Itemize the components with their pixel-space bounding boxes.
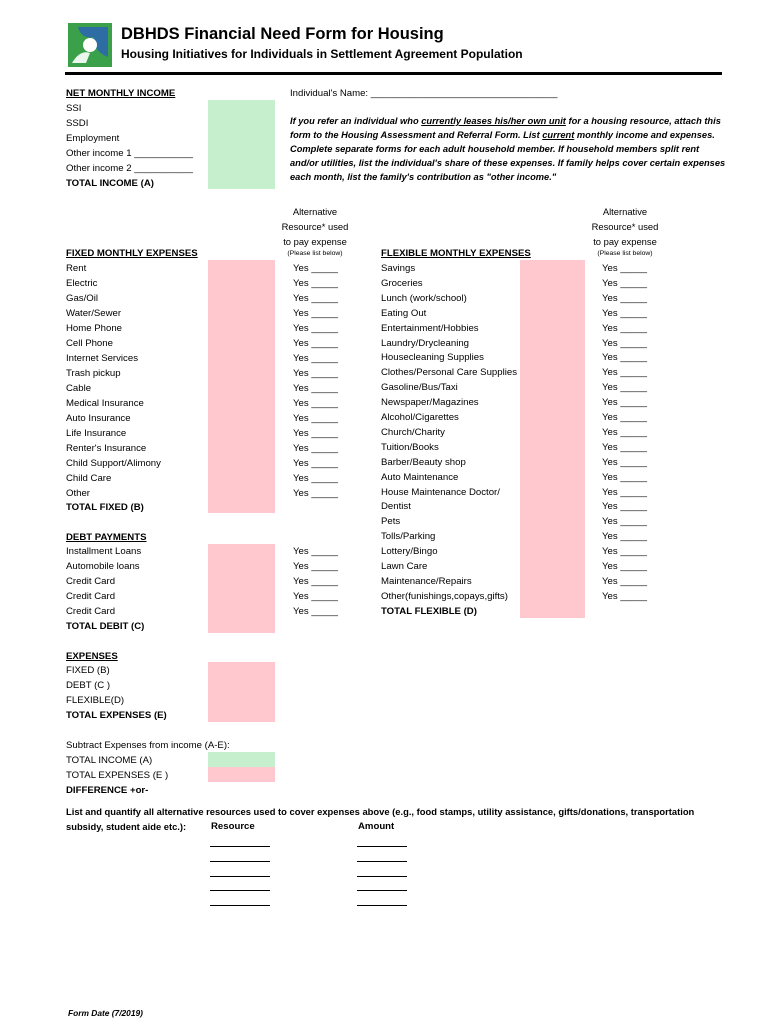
alt-resource-yes-field[interactable]: Yes _____ [293,278,338,289]
alt-resource-yes-field[interactable]: Yes _____ [293,263,338,274]
form-date: Form Date (7/2019) [68,1008,143,1018]
row-label: Installment Loans [66,546,142,557]
resource-blank-line[interactable] [210,876,270,877]
alt-resource-yes-field[interactable]: Yes _____ [602,441,647,453]
alt-resource-yes-field[interactable]: Yes _____ [293,383,338,394]
alt-resource-header-left: Alternative Resource* used to pay expense (Please list below) [281,206,349,257]
individual-name-label: Individual's Name: ___________________________________ [290,88,558,99]
amount-blank-line[interactable] [357,905,407,906]
subtract-income-field[interactable] [208,752,275,767]
resource-blank-line[interactable] [210,905,270,906]
alt-resource-yes-field[interactable]: Yes _____ [602,546,647,558]
row-label: Credit Card [66,606,116,617]
alt-resource-yes-field[interactable]: Yes _____ [602,337,647,349]
amount-blank-line[interactable] [357,876,407,877]
alt-resource-yes-field[interactable]: Yes _____ [602,590,647,602]
total-fixed-label: TOTAL FIXED (B) [66,502,144,513]
alt-resource-header-right: Alternative Resource* used to pay expense (Please list below) [591,206,659,257]
row-label: Dentist [381,501,411,513]
total-debt-label: TOTAL DEBIT (C) [66,621,145,632]
row-label: Entertainment/Hobbies [381,322,479,334]
instructions-text: If you refer an individual who currently leases his/her own unit for a housing resource, attach this form to the Housing Assessment and Referral Form. List current monthly income and expenses. Complete separate forms for each adult household member. If household members split rent and/or utilities, list the individual's share of these expenses. If family helps cover certain expenses each month, list the family's contribution as "other income." [290,116,726,182]
alt-resource-yes-field[interactable]: Yes _____ [602,575,647,587]
flexible-amount-field[interactable] [520,260,585,618]
row-label: Housecleaning Supplies [381,352,484,364]
resources-instructions-line2: subsidy, student aide etc.): [66,821,187,832]
row-label: DEBT (C ) [66,680,111,691]
row-label: Medical Insurance [66,398,144,409]
alt-resource-yes-field[interactable]: Yes _____ [293,398,338,409]
row-label: Tuition/Books [381,441,439,453]
form-title: DBHDS Financial Need Form for Housing [121,25,444,43]
row-label: Auto Maintenance [381,471,459,483]
total-expenses-label: TOTAL EXPENSES (E) [66,710,167,721]
alt-resource-yes-field[interactable]: Yes _____ [602,516,647,528]
row-label: Cable [66,383,92,394]
row-label: Lottery/Bingo [381,546,438,558]
row-label: Gasoline/Bus/Taxi [381,382,458,394]
alt-resource-yes-field[interactable]: Yes _____ [602,382,647,394]
resource-column-label: Resource [211,821,255,832]
row-label: Trash pickup [66,368,121,379]
row-label: Employment [66,133,120,144]
alt-resource-yes-field[interactable]: Yes _____ [293,368,338,379]
row-label: Maintenance/Repairs [381,575,472,587]
row-label: Credit Card [66,576,116,587]
row-label: Alcohol/Cigarettes [381,412,459,423]
alt-resource-yes-field[interactable]: Yes _____ [602,486,647,498]
alt-resource-yes-field[interactable]: Yes _____ [602,471,647,483]
row-label: Renter's Insurance [66,443,147,454]
alt-resource-yes-field[interactable]: Yes _____ [602,531,647,543]
debt-amount-field[interactable] [208,544,275,633]
alt-resource-yes-field[interactable]: Yes _____ [293,353,338,364]
row-label: Other(funishings,copays,gifts) [381,590,508,602]
alt-resource-yes-field[interactable]: Yes _____ [293,473,338,484]
alt-resource-yes-field[interactable]: Yes _____ [602,501,647,513]
row-label: Internet Services [66,353,138,364]
row-label: Auto Insurance [66,413,131,424]
row-label: Eating Out [381,307,427,319]
alt-resource-yes-field[interactable]: Yes _____ [293,561,338,572]
row-label: SSDI [66,118,89,129]
resource-blank-line[interactable] [210,890,270,891]
amount-blank-line[interactable] [357,861,407,862]
income-heading: NET MONTHLY INCOME [66,88,176,99]
header-divider [65,72,722,75]
subtract-expenses-label: TOTAL EXPENSES (E ) [66,770,169,781]
row-label: Barber/Beauty shop [381,456,466,468]
subtract-income-label: TOTAL INCOME (A) [66,755,153,766]
alt-resource-yes-field[interactable]: Yes _____ [293,488,338,499]
alt-resource-yes-field[interactable]: Yes _____ [293,458,338,469]
row-label: Lunch (work/school) [381,292,467,304]
total-income-label: TOTAL INCOME (A) [66,178,154,189]
subtract-expenses-field[interactable] [208,767,275,782]
row-label: Tolls/Parking [381,531,436,543]
row-label: SSI [66,103,82,114]
alt-resource-yes-field[interactable]: Yes _____ [293,323,338,334]
row-label: Other income 1 ___________ [66,148,193,159]
alt-resource-yes-field[interactable]: Yes _____ [293,591,338,602]
row-label: Rent [66,263,87,274]
row-label: Lawn Care [381,561,428,572]
alt-resource-yes-field[interactable]: Yes _____ [293,576,338,587]
row-label: Water/Sewer [66,308,122,319]
debt-heading: DEBT PAYMENTS [66,532,147,543]
alt-resource-yes-field[interactable]: Yes _____ [293,546,338,557]
fixed-amount-field[interactable] [208,260,275,513]
row-label: Home Phone [66,323,122,334]
alt-resource-yes-field[interactable]: Yes _____ [602,292,647,304]
row-label: Cell Phone [66,338,113,349]
resource-blank-line[interactable] [210,846,270,847]
alt-resource-yes-field[interactable]: Yes _____ [602,322,647,334]
subtract-intro: Subtract Expenses from income (A-E): [66,740,230,751]
total-flexible-label: TOTAL FLEXIBLE (D) [381,606,477,617]
alt-resource-yes-field[interactable]: Yes _____ [602,412,647,423]
alt-resource-yes-field[interactable]: Yes _____ [293,308,338,319]
alt-resource-yes-field[interactable]: Yes _____ [602,561,647,572]
row-label: Clothes/Personal Care Supplies [381,367,517,379]
alt-resource-yes-field[interactable]: Yes _____ [602,352,647,364]
row-label: House Maintenance Doctor/ [381,486,500,498]
alt-resource-yes-field[interactable]: Yes _____ [293,293,338,304]
expenses-amount-field[interactable] [208,662,275,722]
row-label: Pets [381,516,401,528]
row-label: FIXED (B) [66,665,110,676]
resource-blank-line[interactable] [210,861,270,862]
alt-resource-yes-field[interactable]: Yes _____ [602,456,647,468]
dbhds-logo [68,23,112,67]
row-label: Gas/Oil [66,293,98,304]
amount-blank-line[interactable] [357,890,407,891]
row-label: Other income 2 ___________ [66,163,193,174]
row-label: Electric [66,278,98,289]
alt-resource-yes-field[interactable]: Yes _____ [602,397,647,409]
expenses-heading: EXPENSES [66,651,118,662]
row-label: Life Insurance [66,428,127,439]
flexible-heading: FLEXIBLE MONTHLY EXPENSES [381,248,531,259]
amount-column-label: Amount [358,821,395,832]
alt-resource-yes-field[interactable]: Yes _____ [293,606,338,617]
alt-resource-yes-field[interactable]: Yes _____ [293,338,338,349]
alt-resource-yes-field[interactable]: Yes _____ [602,307,647,319]
alt-resource-yes-field[interactable]: Yes _____ [293,428,338,439]
fixed-heading: FIXED MONTHLY EXPENSES [66,248,198,259]
resources-instructions-line1: List and quantify all alternative resources used to cover expenses above (e.g., food stamps, utility assistance, gifts/donations, transportation [66,806,695,817]
row-label: Automobile loans [66,561,140,572]
row-label: Laundry/Drycleaning [381,337,469,349]
form-subtitle: Housing Initiatives for Individuals in Settlement Agreement Population [121,47,523,61]
alt-resource-yes-field[interactable]: Yes _____ [602,367,647,379]
row-label: Newspaper/Magazines [381,397,479,409]
difference-label: DIFFERENCE +or- [66,785,149,796]
alt-resource-yes-field[interactable]: Yes _____ [293,443,338,454]
row-label: Groceries [381,277,423,289]
alt-resource-yes-field[interactable]: Yes _____ [293,413,338,424]
row-label: Child Support/Alimony [66,458,161,469]
amount-blank-line[interactable] [357,846,407,847]
row-label: Other [66,488,90,499]
row-label: Credit Card [66,591,116,602]
row-label: Savings [381,263,416,274]
row-label: Child Care [66,473,112,484]
alt-resource-yes-field[interactable]: Yes _____ [602,426,647,438]
income-amount-field[interactable] [208,100,275,189]
alt-resource-yes-field[interactable]: Yes _____ [602,277,647,289]
alt-resource-yes-field[interactable]: Yes _____ [602,263,647,274]
row-label: FLEXIBLE(D) [66,695,125,706]
row-label: Church/Charity [381,426,445,438]
